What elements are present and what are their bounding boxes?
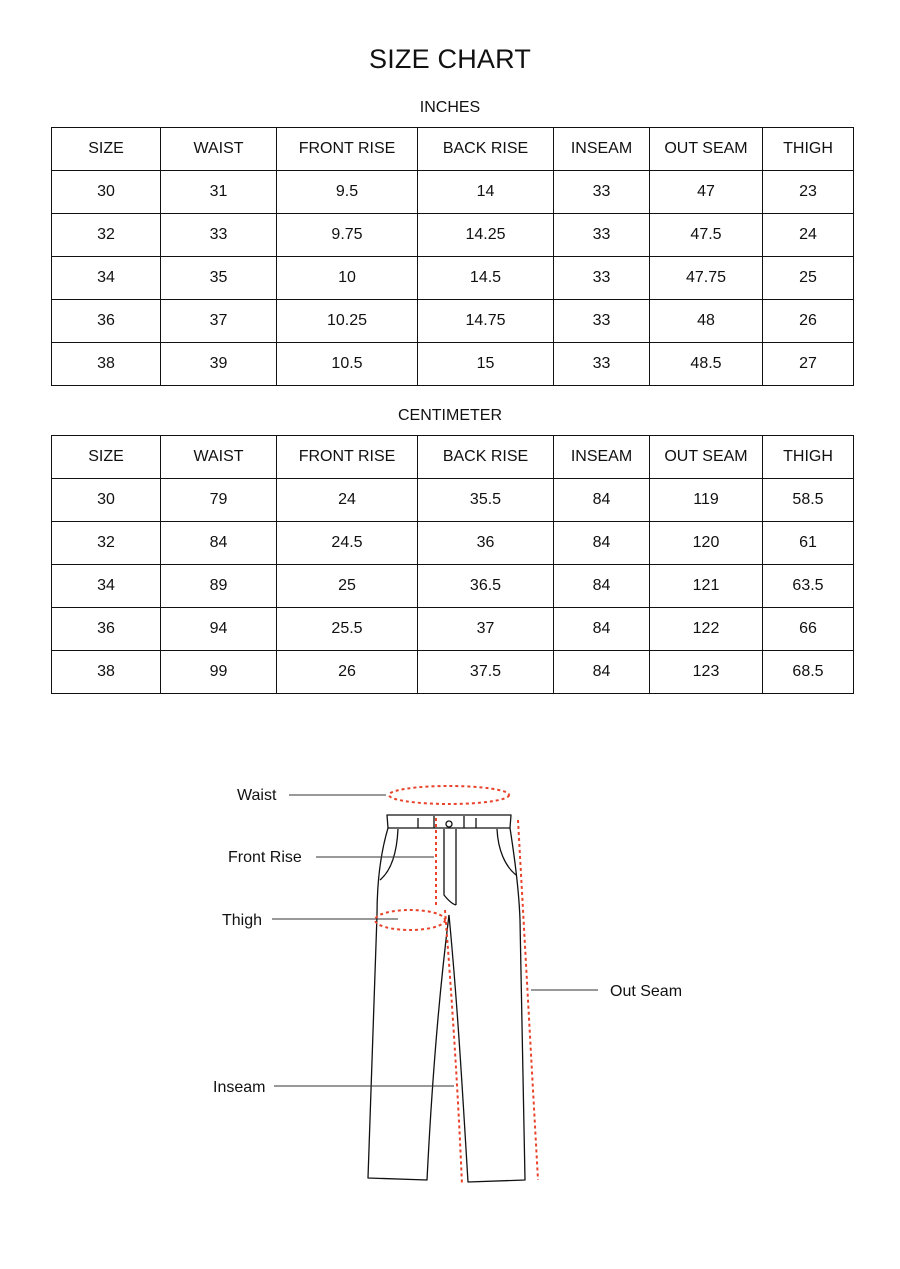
inches-size-table <box>51 127 854 386</box>
table-cell: 33 <box>161 214 277 257</box>
table-cell: 84 <box>161 522 277 565</box>
table-cell: 38 <box>52 343 161 386</box>
table-cell: 48.5 <box>650 343 763 386</box>
column-header: SIZE <box>52 436 161 479</box>
table-row <box>52 479 854 522</box>
waist-label: Waist <box>237 787 277 804</box>
table-cell: 36.5 <box>418 565 554 608</box>
table-row <box>52 214 854 257</box>
centimeter-table-body <box>52 436 854 694</box>
table-cell: 99 <box>161 651 277 694</box>
table-cell: 26 <box>763 300 854 343</box>
table-row <box>52 608 854 651</box>
table-cell: 15 <box>418 343 554 386</box>
column-header: INSEAM <box>554 128 650 171</box>
table-cell: 10.5 <box>277 343 418 386</box>
column-header: WAIST <box>161 436 277 479</box>
table-cell: 47 <box>650 171 763 214</box>
table-cell: 58.5 <box>763 479 854 522</box>
table-cell: 119 <box>650 479 763 522</box>
column-header: OUT SEAM <box>650 128 763 171</box>
column-header: BACK RISE <box>418 128 554 171</box>
table-cell: 32 <box>52 214 161 257</box>
table-cell: 14.5 <box>418 257 554 300</box>
table-cell: 23 <box>763 171 854 214</box>
table-cell: 66 <box>763 608 854 651</box>
table-cell: 25.5 <box>277 608 418 651</box>
table-cell: 25 <box>763 257 854 300</box>
table-cell: 25 <box>277 565 418 608</box>
front-rise-label: Front Rise <box>228 849 302 866</box>
inseam-label: Inseam <box>213 1079 266 1096</box>
table-cell: 37.5 <box>418 651 554 694</box>
table-cell: 37 <box>418 608 554 651</box>
inches-section-label: INCHES <box>419 99 481 116</box>
table-cell: 33 <box>554 214 650 257</box>
table-cell: 35 <box>161 257 277 300</box>
table-cell: 94 <box>161 608 277 651</box>
table-cell: 84 <box>554 651 650 694</box>
table-row <box>52 300 854 343</box>
table-cell: 33 <box>554 343 650 386</box>
table-cell: 61 <box>763 522 854 565</box>
inches-table-body <box>52 128 854 386</box>
inches-header-row <box>52 128 854 171</box>
centimeter-size-table <box>51 435 854 694</box>
table-cell: 79 <box>161 479 277 522</box>
waist-measure-mark <box>389 786 509 804</box>
centimeter-header-row <box>52 436 854 479</box>
table-cell: 120 <box>650 522 763 565</box>
table-cell: 122 <box>650 608 763 651</box>
table-cell: 36 <box>418 522 554 565</box>
table-cell: 48 <box>650 300 763 343</box>
pants-measurement-diagram <box>0 740 900 1220</box>
table-cell: 30 <box>52 171 161 214</box>
pants-outline-icon <box>368 815 525 1182</box>
column-header: WAIST <box>161 128 277 171</box>
table-cell: 34 <box>52 257 161 300</box>
centimeter-section-label: CENTIMETER <box>398 407 502 424</box>
table-cell: 38 <box>52 651 161 694</box>
table-cell: 36 <box>52 608 161 651</box>
column-header: FRONT RISE <box>277 436 418 479</box>
table-cell: 33 <box>554 257 650 300</box>
table-cell: 63.5 <box>763 565 854 608</box>
table-cell: 32 <box>52 522 161 565</box>
table-cell: 24 <box>763 214 854 257</box>
table-cell: 24 <box>277 479 418 522</box>
table-row <box>52 171 854 214</box>
table-cell: 14.75 <box>418 300 554 343</box>
table-cell: 14.25 <box>418 214 554 257</box>
table-cell: 84 <box>554 479 650 522</box>
column-header: FRONT RISE <box>277 128 418 171</box>
column-header: INSEAM <box>554 436 650 479</box>
table-cell: 31 <box>161 171 277 214</box>
thigh-measure-mark <box>375 910 445 930</box>
table-cell: 36 <box>52 300 161 343</box>
page-title: SIZE CHART <box>368 44 532 74</box>
column-header: BACK RISE <box>418 436 554 479</box>
table-cell: 123 <box>650 651 763 694</box>
table-cell: 84 <box>554 522 650 565</box>
column-header: SIZE <box>52 128 161 171</box>
table-cell: 34 <box>52 565 161 608</box>
column-header: THIGH <box>763 436 854 479</box>
table-cell: 39 <box>161 343 277 386</box>
table-cell: 84 <box>554 608 650 651</box>
table-cell: 27 <box>763 343 854 386</box>
out-seam-label: Out Seam <box>610 983 683 1000</box>
table-cell: 30 <box>52 479 161 522</box>
table-cell: 121 <box>650 565 763 608</box>
table-cell: 10.25 <box>277 300 418 343</box>
table-cell: 10 <box>277 257 418 300</box>
table-row <box>52 522 854 565</box>
table-cell: 24.5 <box>277 522 418 565</box>
table-row <box>52 565 854 608</box>
table-row <box>52 343 854 386</box>
table-cell: 89 <box>161 565 277 608</box>
table-cell: 9.5 <box>277 171 418 214</box>
thigh-label: Thigh <box>222 912 263 929</box>
table-cell: 33 <box>554 171 650 214</box>
table-row <box>52 257 854 300</box>
column-header: OUT SEAM <box>650 436 763 479</box>
table-cell: 37 <box>161 300 277 343</box>
table-cell: 26 <box>277 651 418 694</box>
table-cell: 47.75 <box>650 257 763 300</box>
table-cell: 33 <box>554 300 650 343</box>
table-cell: 84 <box>554 565 650 608</box>
table-cell: 14 <box>418 171 554 214</box>
table-row <box>52 651 854 694</box>
table-cell: 47.5 <box>650 214 763 257</box>
table-cell: 68.5 <box>763 651 854 694</box>
table-cell: 35.5 <box>418 479 554 522</box>
table-cell: 9.75 <box>277 214 418 257</box>
column-header: THIGH <box>763 128 854 171</box>
